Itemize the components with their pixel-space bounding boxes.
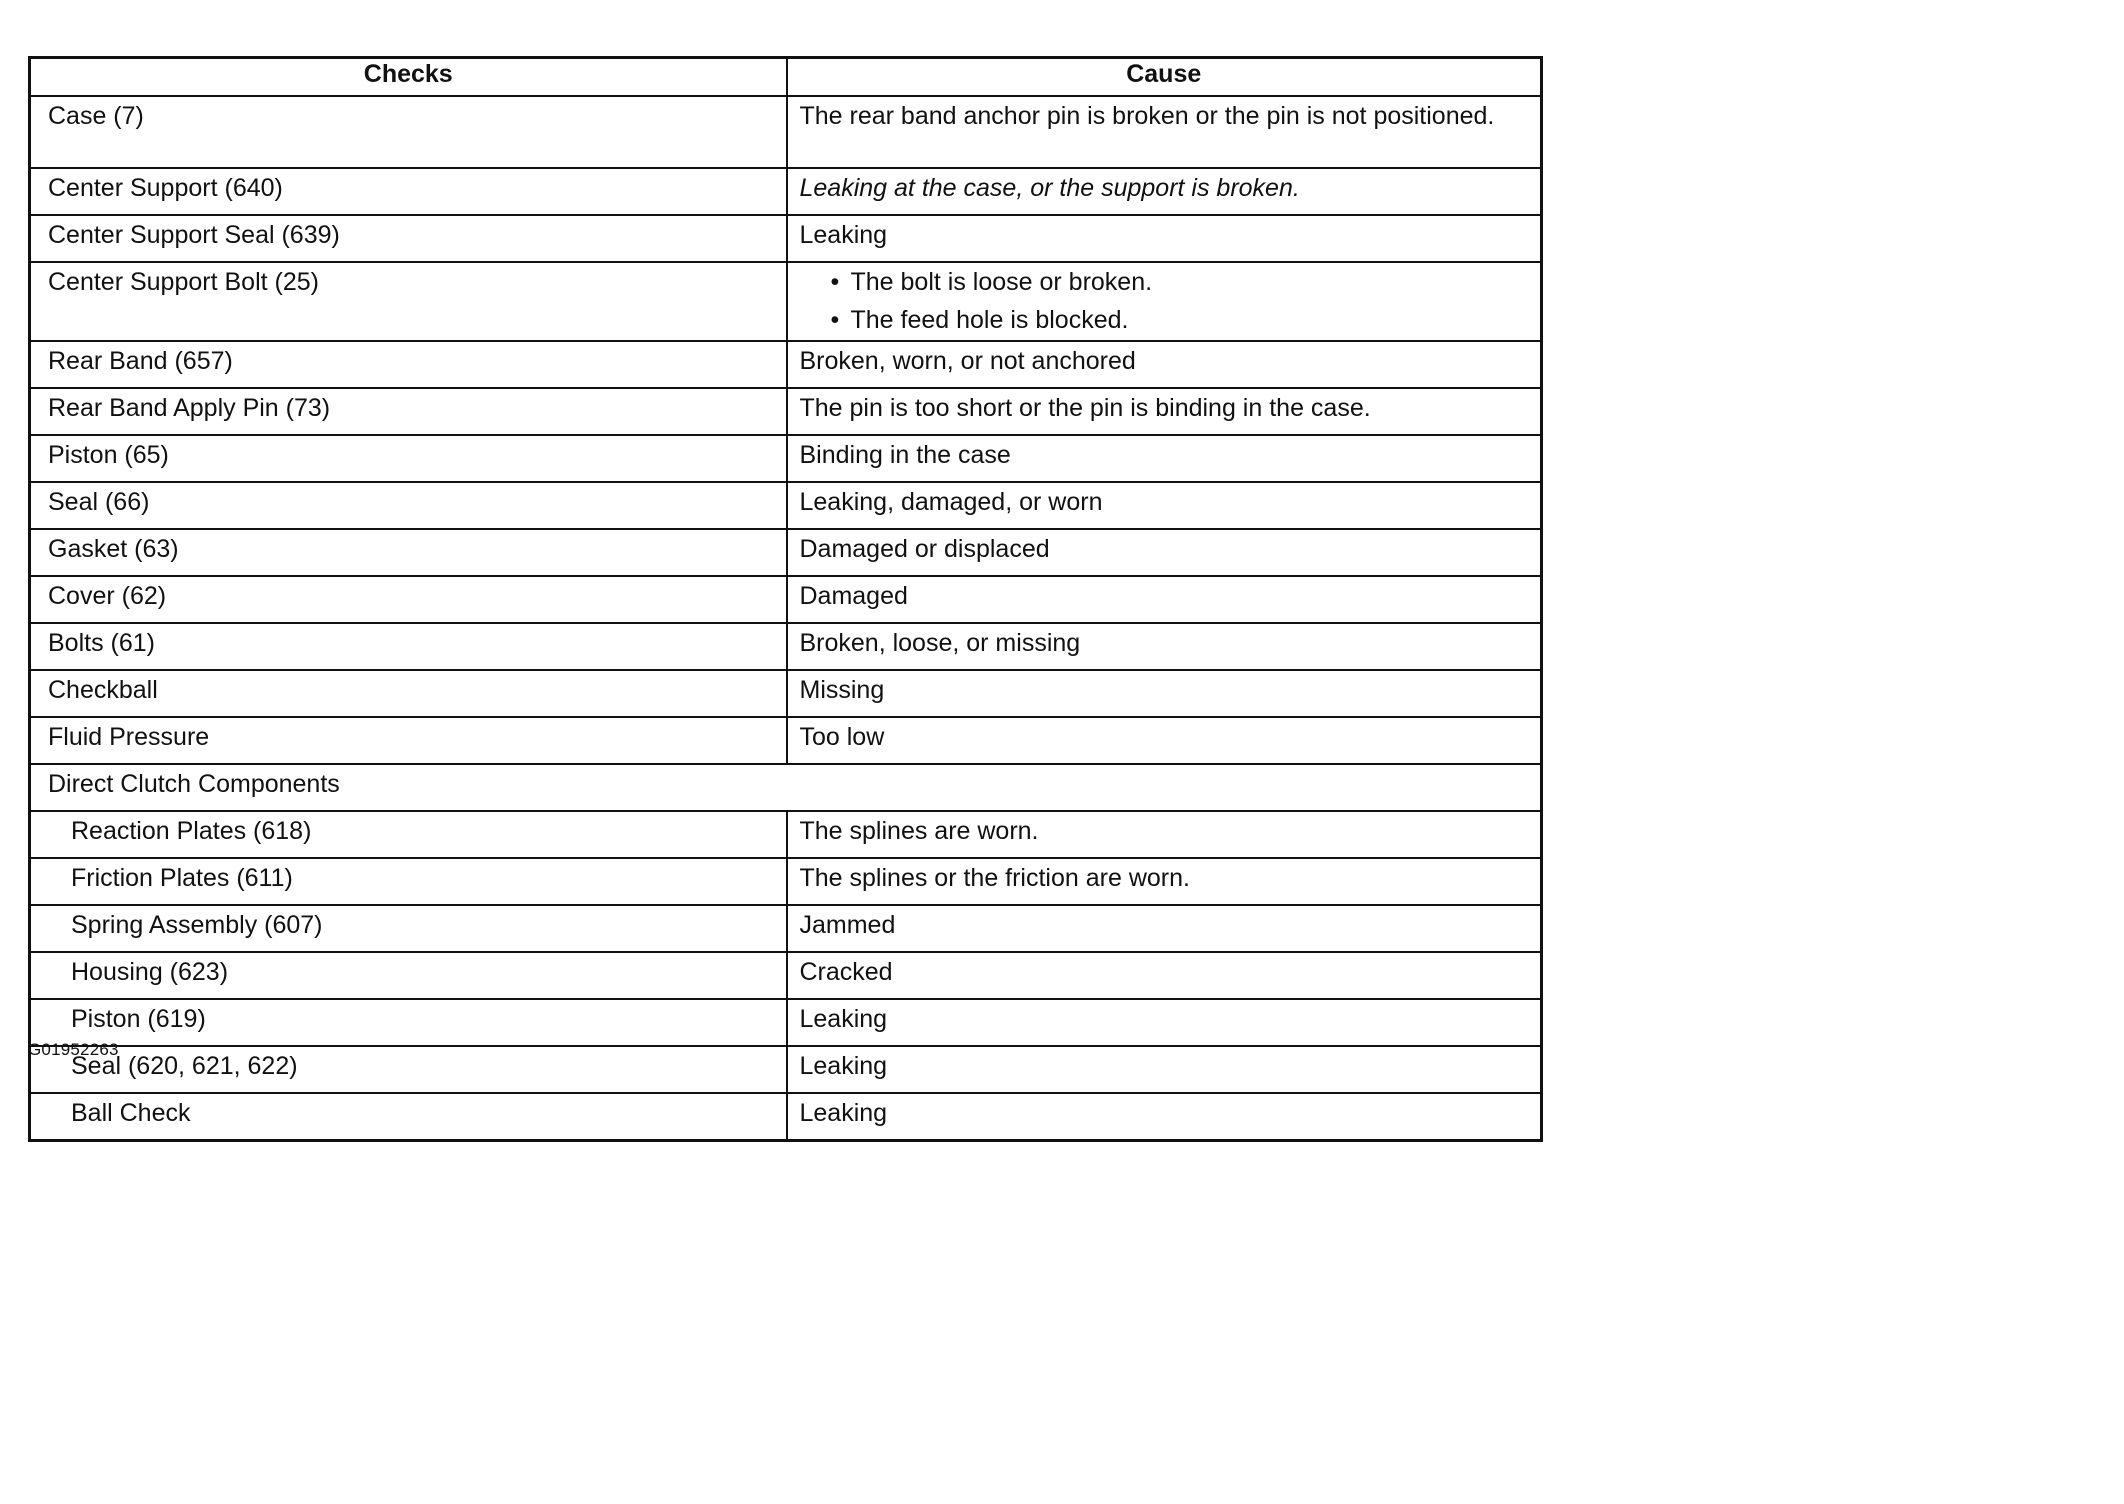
- check-cell: Friction Plates (611): [30, 858, 787, 905]
- cause-cell: Leaking, damaged, or worn: [787, 482, 1542, 529]
- table-row: [30, 215, 1542, 262]
- check-cell: Ball Check: [30, 1093, 787, 1141]
- cause-bullet-item: • The bolt is loose or broken.: [838, 268, 1529, 297]
- table-row: [30, 905, 1542, 952]
- diagnosis-table: [28, 56, 1543, 1142]
- check-cell: Rear Band (657): [30, 341, 787, 388]
- check-cell: Piston (65): [30, 435, 787, 482]
- cause-cell: The rear band anchor pin is broken or the pin is not positioned.: [787, 96, 1542, 168]
- check-cell: Housing (623): [30, 952, 787, 999]
- check-cell: Cover (62): [30, 576, 787, 623]
- table-row: [30, 858, 1542, 905]
- cause-cell: Leaking: [787, 1046, 1542, 1093]
- check-cell: Rear Band Apply Pin (73): [30, 388, 787, 435]
- check-cell: Spring Assembly (607): [30, 905, 787, 952]
- check-cell: Bolts (61): [30, 623, 787, 670]
- cause-cell: The pin is too short or the pin is binding in the case.: [787, 388, 1542, 435]
- table-row: [30, 576, 1542, 623]
- figure-id-label: G01952263: [28, 1040, 119, 1059]
- table-row: [30, 168, 1542, 215]
- cause-cell: Damaged or displaced: [787, 529, 1542, 576]
- table-row: [30, 529, 1542, 576]
- cause-cell: Missing: [787, 670, 1542, 717]
- cause-bullet-item: • The feed hole is blocked.: [838, 306, 1529, 335]
- check-cell: Center Support Seal (639): [30, 215, 787, 262]
- check-cell: Fluid Pressure: [30, 717, 787, 764]
- cause-cell: Leaking: [787, 999, 1542, 1046]
- cause-cell: Too low: [787, 717, 1542, 764]
- table-row: [30, 1093, 1542, 1141]
- table-row: [30, 952, 1542, 999]
- cause-bullet-list: [800, 268, 1529, 335]
- table-row: [30, 623, 1542, 670]
- table-header-row: [30, 58, 1542, 97]
- cause-cell: Broken, loose, or missing: [787, 623, 1542, 670]
- check-cell: Seal (620, 621, 622): [30, 1046, 787, 1093]
- check-cell: Case (7): [30, 96, 787, 168]
- table-row: [30, 482, 1542, 529]
- table-row: [30, 341, 1542, 388]
- cause-cell: Leaking at the case, or the support is broken.: [787, 168, 1542, 215]
- check-cell: Checkball: [30, 670, 787, 717]
- cause-cell: Binding in the case: [787, 435, 1542, 482]
- table-row: [30, 388, 1542, 435]
- cause-cell: Leaking: [787, 1093, 1542, 1141]
- cause-cell: Leaking: [787, 215, 1542, 262]
- cause-column-header: Cause: [787, 58, 1542, 97]
- check-cell: Seal (66): [30, 482, 787, 529]
- check-cell: Piston (619): [30, 999, 787, 1046]
- cause-cell: The splines are worn.: [787, 811, 1542, 858]
- check-cell: Reaction Plates (618): [30, 811, 787, 858]
- cause-cell: [787, 262, 1542, 341]
- table-row: [30, 811, 1542, 858]
- cause-cell: Cracked: [787, 952, 1542, 999]
- check-cell: Center Support (640): [30, 168, 787, 215]
- check-cell: Center Support Bolt (25): [30, 262, 787, 341]
- cause-cell: The splines or the friction are worn.: [787, 858, 1542, 905]
- checks-column-header: Checks: [30, 58, 787, 97]
- table-row: [30, 96, 1542, 168]
- cause-cell: Broken, worn, or not anchored: [787, 341, 1542, 388]
- table-row: [30, 717, 1542, 764]
- table-row: [30, 999, 1542, 1046]
- table-row: [30, 670, 1542, 717]
- group-header-row: [30, 764, 1542, 811]
- group-label: Direct Clutch Components: [30, 764, 1542, 811]
- cause-cell: Damaged: [787, 576, 1542, 623]
- table-row: [30, 1046, 1542, 1093]
- table-row: [30, 435, 1542, 482]
- cause-cell: Jammed: [787, 905, 1542, 952]
- check-cell: Gasket (63): [30, 529, 787, 576]
- table-row: [30, 262, 1542, 341]
